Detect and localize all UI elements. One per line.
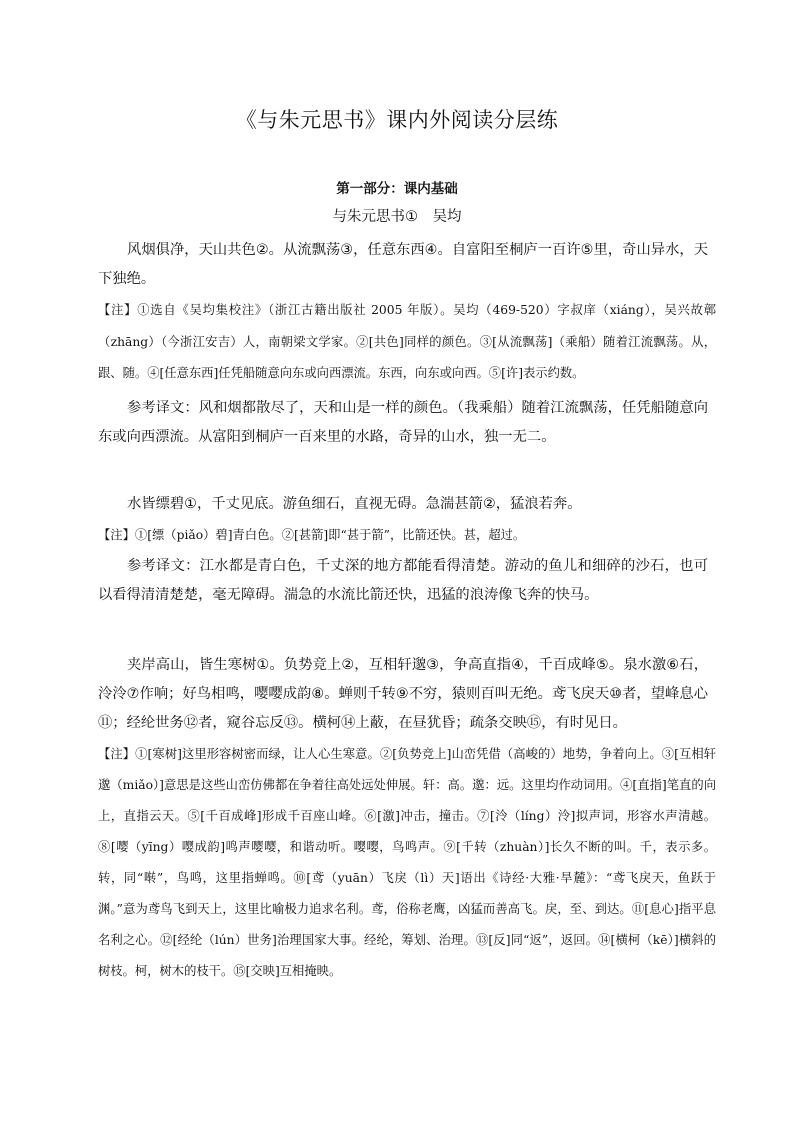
translation-2: 参考译文：江水都是青白色，千丈深的地方都能看得清楚。游动的鱼儿和细碎的沙石，也可以看得清清楚楚，毫无障碍。湍急的水流比箭还快，迅猛的浪涛像飞奔的快马。 (98, 558, 708, 603)
passage-paragraph-2: 水皆缥碧①，千丈见底。游鱼细石，直视无碍。急湍甚箭②，猛浪若奔。 (127, 496, 582, 512)
annotation-2: 【注】①[缥（piǎo）碧]青白色。②[甚箭]即“甚于箭”，比箭还快。甚，超过。 (98, 528, 526, 542)
annotation-3: 【注】①[寒树]这里形容树密而绿，让人心生寒意。②[负势竞上]山峦凭借（高峻的）地势，争着向上。③[互相轩邈（miǎo）]意思是这些山峦仿佛都在争着往高处远处伸展。轩：高。邈：远。这里均作动词用。④[直指]笔直的向上，直指云天。⑤[千百成峰]形成千百座山峰。⑥[激]冲击，撞击。⑦[泠（líng）泠]拟声词，形容水声清越。⑧[嘤（yīng）嘤成韵]鸣声嘤嘤，和谐动听。嘤嘤，鸟鸣声。⑨[千转（zhuàn）]长久不断的叫。千，表示多。转，同“啭”，鸟鸣，这里指蝉鸣。⑩[鸢（yuān）飞戾（lì）天]语出《诗经·大雅·旱麓》：“鸢飞戾天，鱼跃于渊。”意为鸢鸟飞到天上，这里比喻极力追求名利。鸢，俗称老鹰，凶猛而善高飞。戾，至、到达。⑪[息心]指平息名利之心。⑫[经纶（lún）世务]治理国家大事。经纶，筹划、治理。⑬[反]同“返”，返回。⑭[横柯（kē）]横斜的树枝。柯，树木的枝干。⑮[交映]互相掩映。 (98, 747, 716, 978)
part-heading: 第一部分：课内基础 (336, 181, 458, 197)
document-title: 《与朱元思书》课内外阅读分层练 (235, 108, 559, 132)
translation-1: 参考译文：风和烟都散尽了，天和山是一样的颜色。（我乘船）随着江流飘荡，任凭船随意向东或向西漂流。从富阳到桐庐一百来里的水路，奇异的山水，独一无二。 (98, 400, 708, 445)
annotation-1: 【注】①选自《吴均集校注》（浙江古籍出版社 2005 年版）。吴均（469-520）字叔庠（xiáng），吴兴故鄣（zhāng）（今浙江安吉）人，南朝梁文学家。②[共色]同样的颜色。③[从流飘荡]（乘船）随着江流飘荡。从，跟、随。④[任意东西]任凭船随意向东或向西漂流。东西，向东或向西。⑤[许]表示约数。 (98, 303, 716, 380)
passage-paragraph-3: 夹岸高山，皆生寒树①。负势竞上②，互相轩邈③，争高直指④，千百成峰⑤。泉水激⑥石，泠泠⑦作响；好鸟相鸣，嘤嘤成韵⑧。蝉则千转⑨不穷，猿则百叫无绝。鸢飞戾天⑩者，望峰息心⑪；经纶世务⑫者，窥谷忘反⑬。横柯⑭上蔽，在昼犹昏；疏条交映⑮，有时见日。 (98, 657, 708, 731)
passage-paragraph-1: 风烟俱净，天山共色②。从流飘荡③，任意东西④。自富阳至桐庐一百许⑤里，奇山异水，天下独绝。 (98, 242, 708, 287)
work-title-author: 与朱元思书① 吴均 (332, 209, 462, 225)
